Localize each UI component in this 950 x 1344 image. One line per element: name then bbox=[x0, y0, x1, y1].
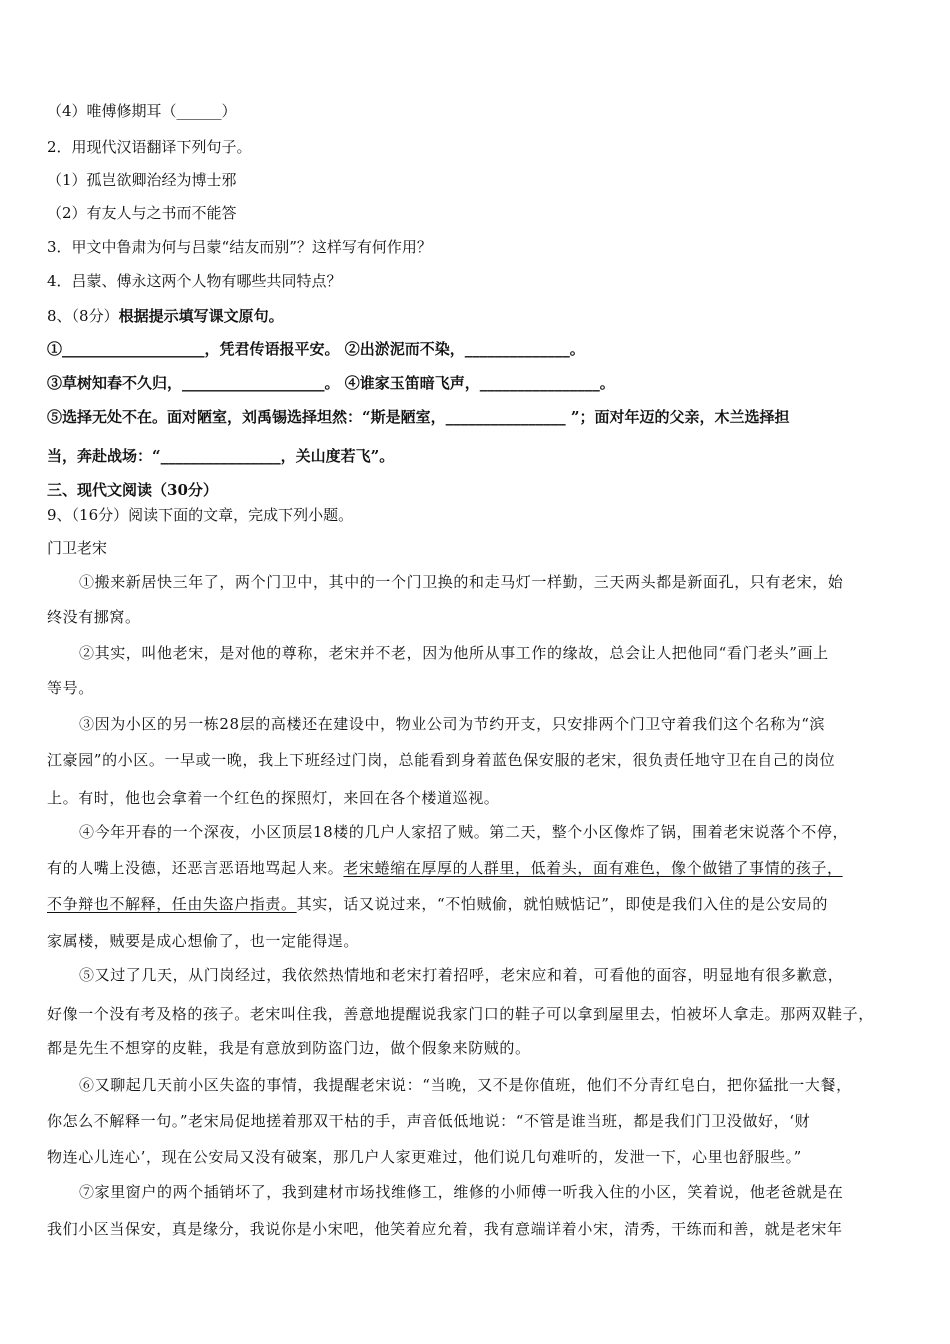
para-5-line-3: 都是先生不想穿的皮鞋，我是有意放到防盗门边，做个假象来防贼的。 bbox=[47, 1039, 531, 1057]
question-3: 3．甲文中鲁肃为何与吕蒙“结友而别”？这样写有何作用？ bbox=[47, 238, 432, 256]
question-2: 2．用现代汉语翻译下列句子。 bbox=[47, 138, 252, 156]
para-4-text: 有的人嘴上没德，还恶言恶语地骂起人来。 bbox=[47, 859, 344, 877]
section-3-heading: 三、现代文阅读（30分） bbox=[47, 481, 218, 499]
para-4-line-4: 家属楼，贼要是成心想偷了，也一定能得逞。 bbox=[47, 932, 360, 950]
para-5-line-2: 好像一个没有考及格的孩子。老宋叫住我，善意地提醒说我家门口的鞋子可以拿到屋里去，怕被坏人拿走。那两双鞋子， bbox=[47, 1005, 874, 1023]
para-3-line-1: ③因为小区的另一栋28层的高楼还在建设中，物业公司为节约开支，只安排两个门卫守着我们这个名称为“滨 bbox=[79, 715, 826, 733]
para-7-line-1: ⑦家里窗户的两个插销坏了，我到建材市场找维修工，维修的小师傅一听我入住的小区，笑着说，他老爸就是在 bbox=[79, 1183, 844, 1201]
para-1-line-1: ①搬来新居快三年了，两个门卫中，其中的一个门卫换的和走马灯一样勤，三天两头都是新面孔，只有老宋，始 bbox=[79, 573, 844, 591]
para-6-line-2: 你怎么不解释一句。”老宋局促地搓着那双干枯的手，声音低低地说：“不管是谁当班，都是我们门卫没做好，‘财 bbox=[47, 1112, 811, 1130]
underlined-sentence-part-2: 不争辩也不解释，任由失盗户指责。 bbox=[47, 895, 297, 913]
question-8-instruction: 根据提示填写课文原句。 bbox=[118, 307, 284, 325]
question-1-4: （4）唯傅修期耳（______） bbox=[47, 102, 237, 120]
para-4-line-3 bbox=[47, 894, 907, 914]
question-8-score: 8、（8分） bbox=[47, 307, 119, 325]
underlined-sentence-part-1: 老宋蜷缩在厚厚的人群里，低着头，面有难色，像个做错了事情的孩子， bbox=[343, 859, 843, 877]
para-4-line-1: ④今年开春的一个深夜，小区顶层18楼的几户人家招了贼。第二天，整个小区像炸了锅，围着老宋说落个不停， bbox=[79, 823, 849, 841]
para-3-line-3: 上。有时，他也会拿着一个红色的探照灯，来回在各个楼道巡视。 bbox=[47, 789, 500, 807]
fill-blank-3-4: ③草树知春不久归，___________________。 ④谁家玉笛暗飞声，________________。 bbox=[47, 374, 615, 392]
question-8-heading bbox=[47, 306, 907, 326]
article-title: 门卫老宋 bbox=[47, 539, 108, 557]
question-4: 4．吕蒙、傅永这两个人物有哪些共同特点？ bbox=[47, 272, 342, 290]
para-5-line-1: ⑤又过了几天，从门岗经过，我依然热情地和老宋打着招呼，老宋应和着，可看他的面容，明显地有很多歉意， bbox=[79, 966, 844, 984]
para-7-line-2: 我们小区当保安，真是缘分，我说你是小宋吧，他笑着应允着，我有意端详着小宋，清秀，干练而和善，就是老宋年 bbox=[47, 1220, 843, 1238]
para-4-line-2 bbox=[47, 858, 907, 878]
para-6-line-3: 物连心儿连心’，现在公安局又没有破案，那几户人家更难过，他们说几句难听的，发泄一下，心里也舒服些。” bbox=[47, 1148, 802, 1166]
para-2-line-1: ②其实，叫他老宋，是对他的尊称，老宋并不老，因为他所从事工作的缘故，总会让人把他同“看门老头”画上 bbox=[79, 644, 829, 662]
question-2-2: （2）有友人与之书而不能答 bbox=[47, 204, 237, 222]
fill-blank-5-line2: 当，奔赴战场：“________________，关山度若飞”。 bbox=[47, 447, 395, 465]
para-4-text-continued: 其实，话又说过来，“不怕贼偷，就怕贼惦记”，即使是我们入住的是公安局的 bbox=[296, 895, 828, 913]
fill-blank-1-2: ①___________________，凭君传语报平安。 ②出淤泥而不染，______________。 bbox=[47, 340, 585, 358]
fill-blank-5-line1: ⑤选择无处不在。面对陋室，刘禹锡选择坦然：“斯是陋室，________________ ”；面对年迈的父亲，木兰选择担 bbox=[47, 408, 790, 426]
para-2-line-2: 等号。 bbox=[47, 679, 94, 697]
para-6-line-1: ⑥又聊起几天前小区失盗的事情，我提醒老宋说：“当晚，又不是你值班，他们不分青红皂白，把你猛批一大餐， bbox=[79, 1076, 852, 1094]
question-2-1: （1）孤岂欲卿治经为博士邪 bbox=[47, 171, 237, 189]
question-9: 9、（16分）阅读下面的文章，完成下列小题。 bbox=[47, 506, 354, 524]
para-1-line-2: 终没有挪窝。 bbox=[47, 608, 141, 626]
para-3-line-2: 江豪园”的小区。一早或一晚，我上下班经过门岗，总能看到身着蓝色保安服的老宋，很负责任地守卫在自己的岗位 bbox=[47, 751, 836, 769]
